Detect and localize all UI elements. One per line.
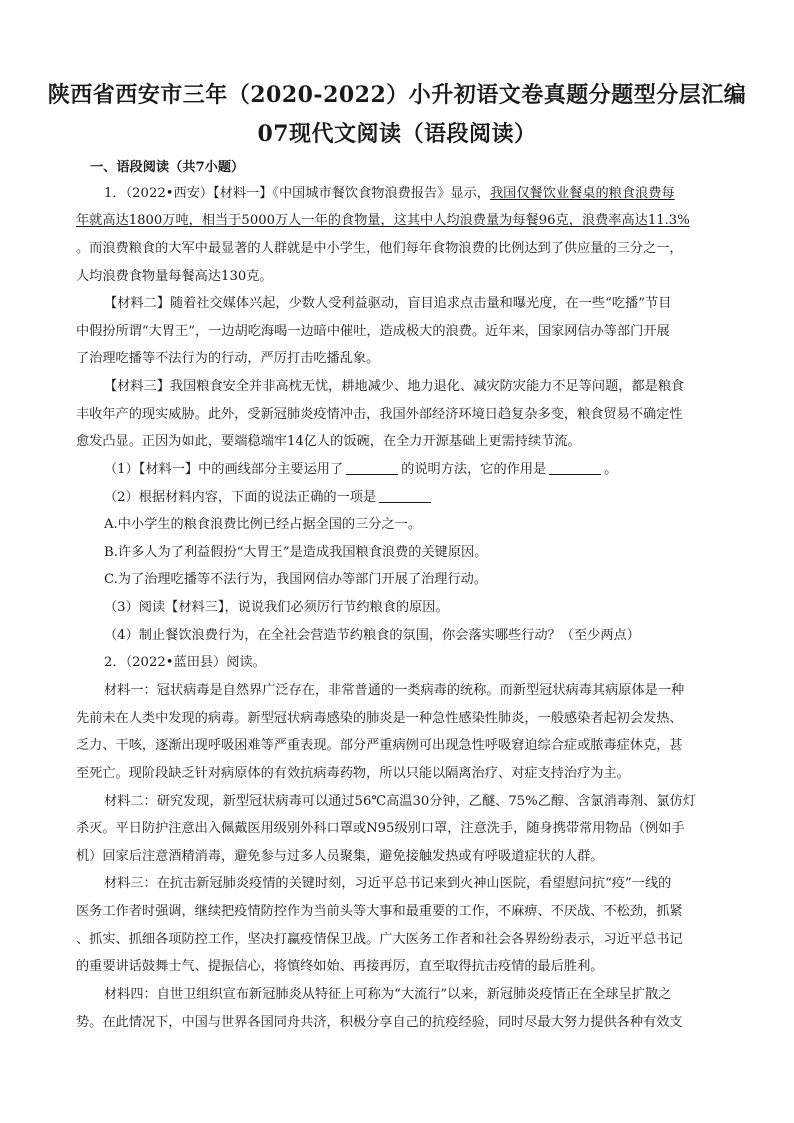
q2-material1-line4: 至死亡。现阶段缺乏针对病原体的有效抗病毒药物，所以只能以隔离治疗、对症支持治疗为主。 [76,766,630,781]
q1-material2-line3: 了治理吃播等不法行为的行动，严厉打击吃播乱象。 [76,351,380,366]
q1-material3-line1: 【材料三】我国粮食安全并非高枕无忧，耕地减少、地力退化、减灾防灾能力不足等问题，都是粮食 [104,379,685,394]
document-title-line2: 07现代文阅读（语段阅读） [257,121,537,147]
q1-material3-line3: 愈发凸显。正因为如此，要端稳端牢14亿人的饭碗，在全力开源基础上更需持续节流。 [76,434,581,449]
q1-subquestion-3: （3）阅读【材料三】，说说我们必须厉行节约粮食的原因。 [104,600,449,615]
document-title-line1: 陕西省西安市三年（2020-2022）小升初语文卷真题分题型分层汇编 [47,82,747,108]
q2-material3-line4: 的重要讲话鼓舞士气、提振信心，将慎终如始、再接再厉，直至取得抗击疫情的最后胜利。 [76,959,604,974]
q2-material3-line1: 材料三：在抗击新冠肺炎疫情的关键时刻，习近平总书记来到火神山医院，看望慰问抗“疫”一线的 [104,876,672,891]
answer-blank[interactable] [379,490,431,503]
q1-line3: 。而浪费粮食的大军中最显著的人群就是中小学生，他们每年食物浪费的比例达到了供应量的三分之一， [76,241,683,256]
q1-subquestion-1: （1）【材料一】中的画线部分主要运用了 的说明方法，它的作用是 。 [104,462,618,477]
q1-option-a: A.中小学生的粮食浪费比例已经占据全国的三分之一。 [104,517,422,532]
answer-blank[interactable] [346,462,398,475]
q1-subquestion-2: （2）根据材料内容，下面的说法正确的一项是 [104,488,754,508]
q2-heading: 2．（2022•蓝田县）阅读。 [104,655,266,670]
answer-blank[interactable] [549,462,601,475]
section-heading: 一、语段阅读（共7小题） [90,160,245,175]
q2-material1-line2: 先前未在人类中发现的病毒。新型冠状病毒感染的肺炎是一种急性感染性肺炎，一般感染者起初会发热、 [76,711,683,726]
q2-material4-line1: 材料四：自世卫组织宣布新冠肺炎从特征上可称为“大流行”以来，新冠肺炎疫情正在全球呈扩散之 [104,987,672,1002]
q1-material2-line1: 【材料二】随着社交媒体兴起，少数人受利益驱动，盲目追求点击量和曝光度，在一些“吃播”节目 [104,296,672,311]
q2-material2-line3: 机）回家后注意酒精消毒，避免参与过多人员聚集，避免接触发热或有呼吸道症状的人群。 [76,849,604,864]
q2-material4-line2: 势。在此情况下，中国与世界各国同舟共济，积极分享自己的抗疫经验，同时尽最大努力提供各种有效支 [76,1015,683,1030]
q1-option-c: C.为了治理吃播等不法行为，我国网信办等部门开展了治理行动。 [104,572,488,587]
q2-material1-line3: 乏力、干咳，逐渐出现呼吸困难等严重表现。部分严重病例可出现急性呼吸窘迫综合症或脓毒症休克，甚 [76,738,683,753]
q1-line2 [76,211,726,231]
q1-line1: 1．（2022•西安）【材料一】《中国城市餐饮食物浪费报告》显示，我国仅餐饮业餐桌的粮食浪费每 [104,186,675,201]
q1-material2-line2: 中假扮所谓“大胃王”，一边胡吃海喝一边暗中催吐，造成极大的浪费。近年来，国家网信办等部门开展 [76,324,670,339]
q1-underlined-text: 我国仅餐饮业餐桌的粮食浪费每 [490,186,675,201]
q2-material2-line2: 杀灭。平日防护注意出入佩戴医用级别外科口罩或N95级别口罩，注意洗手，随身携带常用物品（例如手 [76,821,685,836]
q1-option-b: B.许多人为了利益假扮“大胃王”是造成我国粮食浪费的关键原因。 [104,545,488,560]
q1-line4: 人均浪费食物量每餐高达130克。 [76,269,273,284]
q1-material3-line2: 丰收年产的现实威胁。此外，受新冠肺炎疫情冲击，我国外部经济环境日趋复杂多变，粮食贸易不确定性 [76,407,683,422]
q2-material1-line1: 材料一：冠状病毒是自然界广泛存在，非常普通的一类病毒的统称。而新型冠状病毒其病原体是一种 [104,683,685,698]
q1-underlined-text-2: 年就高达1800万吨，相当于5000万人一年的食物量，这其中人均浪费量为每餐96克，浪费率高达11.3% [76,213,690,228]
q2-material2-line1: 材料二：研究发现，新型冠状病毒可以通过56℃高温30分钟，乙醚、75%乙醇、含氯消毒剂、氯仿灯 [104,794,696,809]
q2-material3-line2: 医务工作者时强调，继续把疫情防控作为当前头等大事和最重要的工作，不麻痹、不厌战、不松劲，抓紧 [76,904,683,919]
q2-material3-line3: 、抓实、抓细各项防控工作，坚决打赢疫情保卫战。广大医务工作者和社会各界纷纷表示，习近平总书记 [76,932,683,947]
q1-subquestion-4: （4）制止餐饮浪费行为，在全社会营造节约粮食的氛围，你会落实哪些行动？（至少两点） [104,628,640,643]
